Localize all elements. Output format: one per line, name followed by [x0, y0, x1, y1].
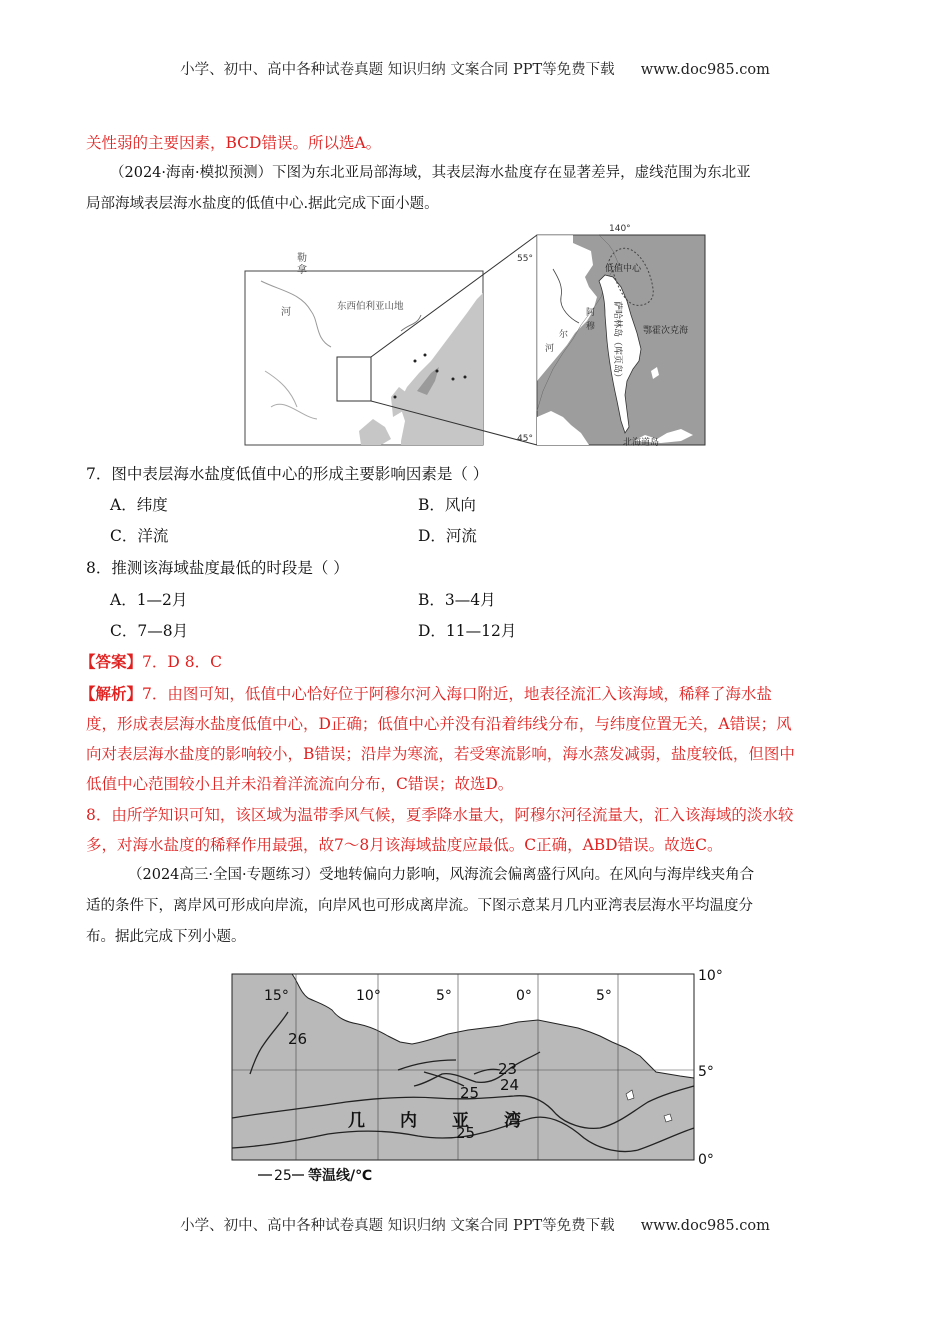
- sakhalin-label: 萨哈林岛（库页岛）: [612, 301, 622, 383]
- map1-left-panel: [245, 235, 537, 445]
- lat-5n-label: 5°: [698, 1064, 714, 1080]
- answer-tag: 【答案】: [80, 652, 143, 671]
- analysis-tag: 【解析】: [80, 684, 143, 703]
- q8-option-b[interactable]: B．3—4月: [418, 591, 496, 609]
- analysis-line-5: 8．由所学知识可知，该区域为温带季风气候，夏季降水量大，阿穆尔河径流量大，汇入该海域的淡水较: [86, 806, 794, 824]
- analysis-line-4: 低值中心范围较小且并未沿着洋流流向分布，C错误；故选D。: [86, 775, 514, 793]
- q7-option-c[interactable]: C．洋流: [110, 527, 169, 545]
- question-8-stem: 8．推测该海域盐度最低的时段是（ ）: [86, 559, 349, 577]
- lat-0-label: 0°: [698, 1152, 714, 1168]
- hokkaido-label: 北海道岛: [623, 438, 660, 448]
- q7-option-b[interactable]: B．风向: [418, 496, 476, 514]
- amur-char-4: 河: [545, 344, 555, 354]
- isotherm-24-label: 24: [500, 1076, 520, 1094]
- analysis-line-6: 多，对海水盐度的稀释作用最强，故7～8月该海域盐度应最低。C正确，ABD错误。故选C。: [86, 836, 723, 854]
- amur-char-1: 阿: [586, 308, 596, 318]
- header-text: 小学、初中、高中各种试卷真题 知识归纳 文案合同 PPT等免费下载: [180, 62, 615, 78]
- east-siberia-label: 东西伯利亚山地: [337, 301, 404, 312]
- analysis-text-1: 7．由图可知，低值中心恰好位于阿穆尔河入海口附近，地表径流汇入该海域，稀释了海水盐: [142, 685, 772, 703]
- gulf-char-2: 内: [400, 1111, 417, 1131]
- analysis-line-1: [80, 683, 860, 705]
- q7-option-d[interactable]: D．河流: [418, 527, 477, 545]
- analysis-line-2: 度，形成表层海水盐度低值中心，D正确；低值中心并没有沿着纬线分布，与纬度位置无关，A错误；风: [86, 715, 792, 733]
- lon-10w-label: 10°: [356, 988, 381, 1004]
- lon-5w-label: 5°: [436, 988, 452, 1004]
- lat-45-label: 45°: [517, 434, 533, 444]
- intro2-line3: 布。据此完成下列小题。: [86, 929, 246, 945]
- question-7-stem: 7．图中表层海水盐度低值中心的形成主要影响因素是（ ）: [86, 465, 489, 483]
- page-footer: [0, 1214, 950, 1235]
- isotherm-23-label: 23: [498, 1060, 518, 1078]
- map2-legend: [258, 1167, 372, 1184]
- gulf-char-4: 湾: [504, 1111, 521, 1131]
- intro1-line1: （2024·海南·模拟预测）下图为东北亚局部海域，其表层海水盐度存在显著差异，虚线范围为东北亚: [110, 165, 751, 181]
- q8-option-d[interactable]: D．11—12月: [418, 622, 517, 640]
- lon-5e-label: 5°: [596, 988, 612, 1004]
- isotherm-25-lower-label: 25: [456, 1124, 476, 1142]
- intro2-line2: 适的条件下，离岸风可形成向岸流，向岸风也可形成离岸流。下图示意某月几内亚湾表层海水平均温度分: [86, 898, 753, 914]
- footer-text: 小学、初中、高中各种试卷真题 知识归纳 文案合同 PPT等免费下载: [180, 1218, 615, 1234]
- gulf-char-1: 几: [348, 1111, 365, 1131]
- q8-option-a[interactable]: A．1—2月: [110, 591, 188, 609]
- map1-right-panel: [517, 224, 705, 448]
- lena-char-3: 河: [281, 307, 291, 318]
- amur-char-2: 穆: [586, 322, 596, 332]
- gulf-of-guinea-map: [228, 952, 728, 1184]
- northeast-asia-map: [241, 221, 709, 449]
- answer-line: [80, 651, 860, 673]
- header-url[interactable]: www.doc985.com: [640, 62, 770, 78]
- page-header: [0, 58, 950, 79]
- q8-option-c[interactable]: C．7—8月: [110, 622, 189, 640]
- legend-value: 25: [274, 1168, 292, 1184]
- analysis-line-3: 向对表层海水盐度的影响较小，B错误；沿岸为寒流，若受寒流影响，海水蒸发减弱，盐度较低，但图中: [86, 745, 795, 763]
- answer-text: 7．D 8．C: [142, 653, 222, 671]
- footer-url[interactable]: www.doc985.com: [640, 1218, 770, 1234]
- legend-text: 等温线/℃: [308, 1168, 373, 1184]
- lon-0-label: 0°: [516, 988, 532, 1004]
- lon-15w-label: 15°: [264, 988, 289, 1004]
- previous-analysis-tail: 关性弱的主要因素，BCD错误。所以选A。: [86, 134, 382, 152]
- low-center-label: 低值中心: [605, 264, 642, 274]
- intro1-line2: 局部海域表层海水盐度的低值中心.据此完成下面小题。: [86, 196, 439, 212]
- gulf-char-3: 亚: [452, 1111, 469, 1131]
- amur-char-3: 尔: [559, 330, 569, 340]
- lat-10n-label: 10°: [698, 968, 723, 984]
- okhotsk-label: 鄂霍次克海: [643, 326, 689, 336]
- isotherm-25-upper-label: 25: [460, 1084, 480, 1102]
- intro2-line1: （2024高三·全国·专题练习）受地转偏向力影响，风海流会偏离盛行风向。在风向与海岸线夹角合: [128, 867, 755, 883]
- isotherm-26-label: 26: [288, 1030, 308, 1048]
- lat-55-label: 55°: [517, 254, 533, 264]
- lon-140-label: 140°: [609, 224, 631, 234]
- lena-char-1: 勒: [297, 253, 307, 264]
- lena-char-2: 拿: [297, 265, 307, 276]
- q7-option-a[interactable]: A．纬度: [110, 496, 168, 514]
